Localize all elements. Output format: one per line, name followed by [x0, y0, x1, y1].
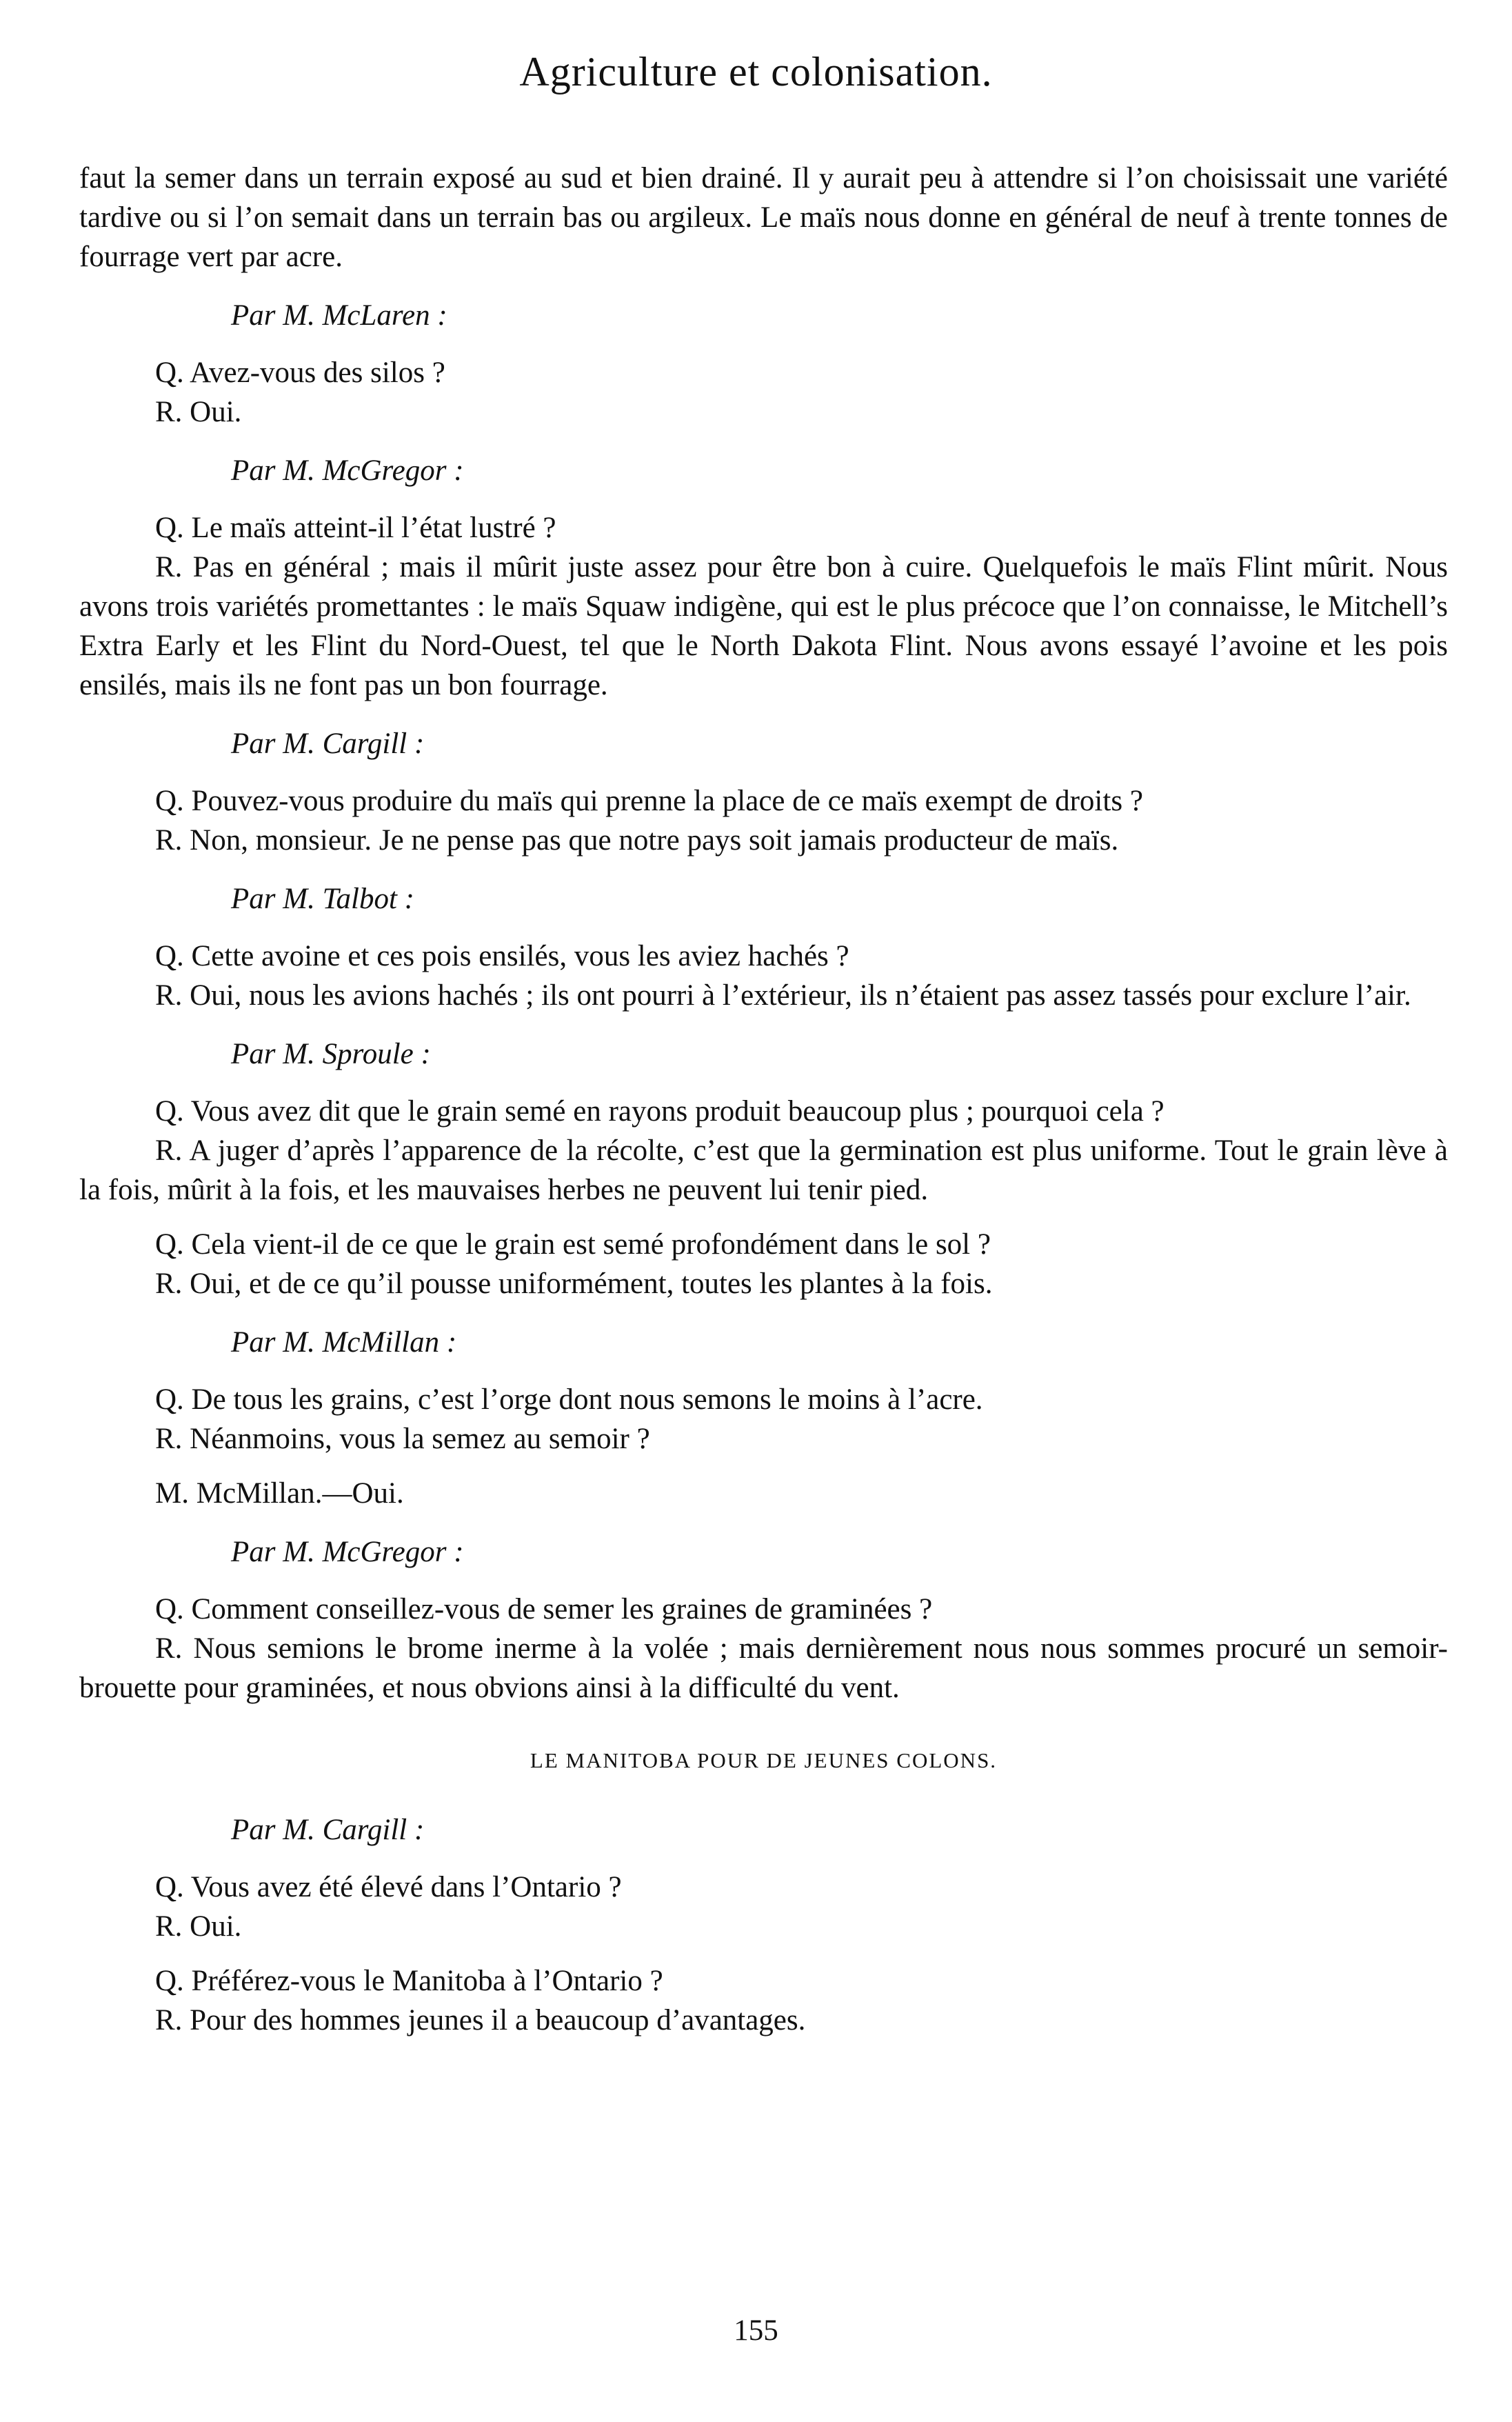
paragraph: faut la semer dans un terrain exposé au sud et bien drainé. Il y aurait peu à attendre si l’on choisissait une variété tardive ou si l’on semait dans un terrain bas ou argileux. Le maïs nous donne en général de neuf à trente tonnes de fourrage vert par acre.: [79, 162, 1448, 273]
paragraph: R. A juger d’après l’apparence de la récolte, c’est que la germination est plus uniforme. Tout le grain lève à la fois, mûrit à la fois, et les mauvaises herbes ne peuvent lui tenir pied.: [79, 1134, 1448, 1206]
paragraph: Q. Comment conseillez-vous de semer les graines de graminées ?: [155, 1593, 933, 1625]
speaker-heading: Par M. McGregor :: [231, 454, 464, 487]
paragraph: Q. Pouvez-vous produire du maïs qui prenne la place de ce maïs exempt de droits ?: [155, 785, 1143, 817]
speaker-heading: Par M. McLaren :: [231, 299, 447, 332]
section-title: LE MANITOBA POUR DE JEUNES COLONS.: [530, 1748, 998, 1772]
paragraph-gap: [79, 1946, 1448, 1961]
paragraph: R. Nous semions le brome inerme à la volée ; mais dernièrement nous nous sommes procuré un semoir-brouette pour graminées, et nous obvions ainsi à la difficulté du vent.: [79, 1632, 1448, 1704]
speaker-heading: Par M. Cargill :: [231, 728, 425, 760]
speaker-heading: Par M. Sproule :: [231, 1038, 431, 1070]
paragraph: Q. De tous les grains, c’est l’orge dont nous semons le moins à l’acre.: [155, 1383, 983, 1416]
paragraph: R. Oui, nous les avions hachés ; ils ont pourri à l’extérieur, ils n’étaient pas assez tassés pour exclure l’air.: [155, 979, 1411, 1012]
paragraph: R. Non, monsieur. Je ne pense pas que notre pays soit jamais producteur de maïs.: [155, 824, 1119, 857]
paragraph: R. Pour des hommes jeunes il a beaucoup d’avantages.: [155, 2004, 806, 2036]
speaker-heading: Par M. Talbot :: [231, 883, 414, 915]
paragraph: R. Pas en général ; mais il mûrit juste assez pour être bon à cuire. Quelquefois le maïs Flint mûrit. Nous avons trois variétés promettantes : le maïs Squaw indigène, qui est le plus précoce que l’on connaisse, le Mitchell’s Extra Early et les Flint du Nord-Ouest, tel que le North Dakota Flint. Nous avons essayé l’avoine et les pois ensilés, mais ils ne font pas un bon fourrage.: [79, 551, 1448, 701]
paragraph: R. Oui, et de ce qu’il pousse uniformément, toutes les plantes à la fois.: [155, 1268, 993, 1300]
body-text: [79, 159, 1448, 2040]
speaker-heading: Par M. McMillan :: [231, 1326, 457, 1359]
speaker-heading: Par M. Cargill :: [231, 1814, 425, 1846]
paragraph-gap: [79, 1210, 1448, 1225]
paragraph: Q. Le maïs atteint-il l’état lustré ?: [155, 512, 556, 544]
paragraph: Q. Cette avoine et ces pois ensilés, vous les aviez hachés ?: [155, 940, 849, 972]
running-header: Agriculture et colonisation.: [519, 49, 993, 94]
paragraph-gap: [79, 1459, 1448, 1474]
paragraph: Q. Vous avez été élevé dans l’Ontario ?: [155, 1871, 622, 1903]
paragraph: R. Néanmoins, vous la semez au semoir ?: [155, 1423, 650, 1455]
speaker-heading: Par M. McGregor :: [231, 1536, 464, 1568]
paragraph: R. Oui.: [155, 396, 242, 428]
paragraph: Q. Cela vient-il de ce que le grain est semé profondément dans le sol ?: [155, 1228, 991, 1261]
paragraph: Q. Avez-vous des silos ?: [155, 357, 445, 389]
paragraph: Q. Préférez-vous le Manitoba à l’Ontario ?: [155, 1965, 663, 1997]
paragraph: M. McMillan.—Oui.: [155, 1477, 404, 1510]
paragraph: Q. Vous avez dit que le grain semé en rayons produit beaucoup plus ; pourquoi cela ?: [155, 1095, 1165, 1128]
paragraph: R. Oui.: [155, 1910, 242, 1943]
page-number: 155: [734, 2314, 778, 2347]
